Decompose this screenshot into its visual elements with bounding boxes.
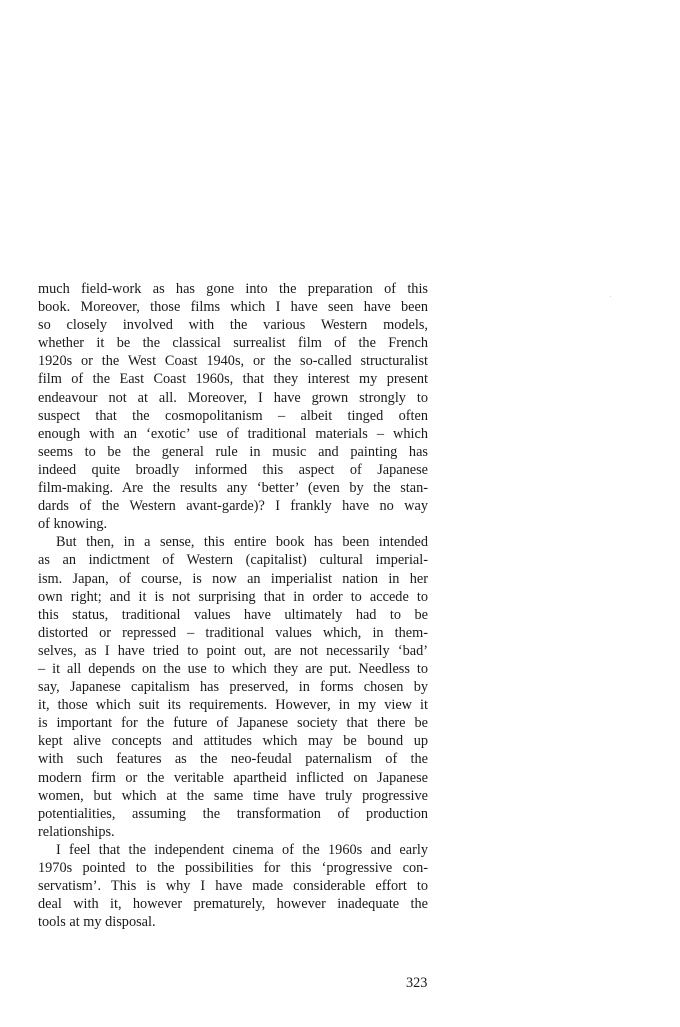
text-line: suspect that the cosmopolitanism – albeit tinged often [38,407,428,424]
text-line: potentialities, assuming the transformation of production [38,805,428,822]
text-line: relationships. [38,823,115,840]
paragraph-3 [38,841,428,931]
text-line: women, but which at the same time have truly progressive [38,787,428,804]
text-line: deal with it, however prematurely, however inadequate the [38,896,428,913]
text-line: much field-work as has gone into the preparation of this [38,281,428,297]
text-line: own right; and it is not surprising that in order to accede to [38,588,428,605]
paragraph-1 [38,280,428,533]
text-line: I feel that the independent cinema of the 1960s and early [56,841,428,858]
text-line: this status, traditional values have ultimately had to be [38,606,428,623]
text-line: as an indictment of Western (capitalist) cultural imperial- [38,552,428,569]
text-line: indeed quite broadly informed this aspect of Japanese [38,461,428,478]
text-line: so closely involved with the various Western models, [38,317,428,334]
page-number: 323 [406,975,428,991]
text-line: book. Moreover, those films which I have seen have been [38,299,428,316]
text-line: seems to be the general rule in music and painting has [38,443,428,460]
text-line: of knowing. [38,516,108,533]
text-line: selves, as I have tried to point out, are not necessarily ‘bad’ [38,642,428,659]
text-line: film of the East Coast 1960s, that they interest my present [38,371,428,388]
text-line: enough with an ‘exotic’ use of traditional materials – which [38,425,428,442]
text-line: modern firm or the veritable apartheid inflicted on Japanese [38,769,428,786]
scan-speck [610,296,611,297]
text-line: dards of the Western avant-garde)? I frankly have no way [38,498,428,515]
text-line: tools at my disposal. [38,914,156,931]
text-line: 1970s pointed to the possibilities for this ‘progressive con- [38,860,428,876]
text-line: whether it be the classical surrealist film of the French [38,335,428,352]
text-line: endeavour not at all. Moreover, I have grown strongly to [38,389,428,406]
text-line: distorted or repressed – traditional values which, in them- [38,624,428,641]
paragraph-2 [38,533,428,841]
text-line: servatism’. This is why I have made considerable effort to [38,878,428,895]
text-line: with such features as the neo-feudal paternalism of the [38,751,428,768]
text-line: is important for the future of Japanese society that there be [38,715,428,732]
text-line: ism. Japan, of course, is now an imperialist nation in her [38,570,428,587]
text-line: – it all depends on the use to which they are put. Needless to [38,660,428,677]
text-line: But then, in a sense, this entire book has been intended [56,534,428,551]
body-text [38,280,428,931]
text-line: kept alive concepts and attitudes which may be bound up [38,733,428,750]
text-line: it, those which suit its requirements. However, in my view it [38,697,428,714]
text-line: film-making. Are the results any ‘better’ (even by the stan- [38,480,428,497]
text-line: 1920s or the West Coast 1940s, or the so-called structuralist [38,353,428,370]
text-line: say, Japanese capitalism has preserved, in forms chosen by [38,679,428,696]
